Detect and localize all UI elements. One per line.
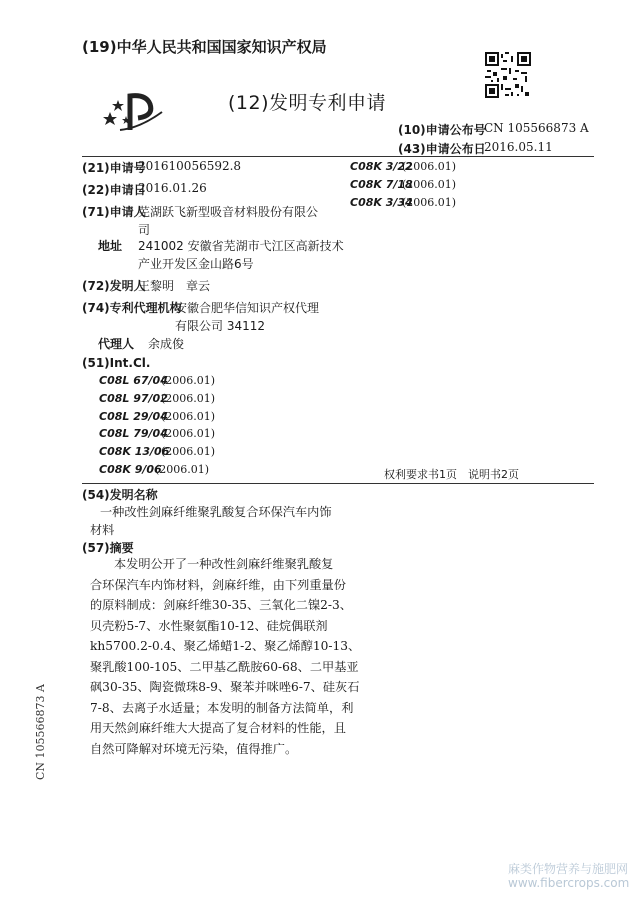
ipc-item: C08K 3/34(2006.01) [350,195,457,209]
abstract-line: 合环保汽车内饰材料，剑麻纤维，由下列重量份 [90,577,346,592]
agency-line-2: 有限公司 34112 [175,319,265,333]
abstract-line: kh5700.2-0.4、聚乙烯蜡1-2、聚乙烯醇10-13、 [90,639,361,653]
ipc-item: C08K 3/22(2006.01) [350,160,457,173]
body-divider [82,483,594,484]
publication-number: CN 105566873 A [484,121,589,135]
inventor-label: (72)发明人 [82,279,146,293]
ipc-list-right [350,158,456,211]
agent: 余成俊 [148,337,185,351]
side-publication-number: CN 105566873 A [34,684,47,780]
office-name: (19)中华人民共和国国家知识产权局 [82,38,327,56]
patent-office-logo-icon [100,82,164,134]
application-date: 2016.01.26 [138,181,207,195]
ipc-item: C08L 97/02(2006.01) [99,391,216,405]
applicant-label: (71)申请人 [82,205,146,219]
application-number-label: (21)申请号 [82,161,146,175]
applicant-line-2: 司 [138,223,151,237]
ipc-item: C08K 7/18(2006.01) [350,177,457,191]
invention-title-label: (54)发明名称 [82,488,158,502]
invention-title-line-1: 一种改性剑麻纤维聚乳酸复合环保汽车内饰 [100,505,332,519]
agency-line-1: 安徽合肥华信知识产权代理 [175,301,320,315]
invention-title-line-2: 材料 [90,523,115,537]
ipc-list-left [99,372,215,479]
qr-code-icon [485,52,531,98]
site-watermark: 麻类作物营养与施肥网 www.fibercrops.com [508,862,630,890]
ipc-item: C08K 9/06(2006.01) [99,462,210,476]
ipc-label: (51)Int.Cl. [82,356,151,370]
abstract-line: 7-8、去离子水适量；本发明的制备方法简单，利 [90,700,354,715]
publication-number-label: (10)申请公布号 [398,123,486,137]
agency-label: (74)专利代理机构 [82,301,182,315]
abstract-line: 自然可降解对环境无污染，值得推广。 [90,741,298,756]
abstract-line: 本发明公开了一种改性剑麻纤维聚乳酸复 [114,557,334,571]
address-line-1: 241002 安徽省芜湖市弋江区高新技术 [138,239,344,253]
abstract-label: (57)摘要 [82,541,134,555]
inventors: 王黎明 章云 [138,279,211,293]
document-type: (12)发明专利申请 [228,92,387,114]
application-number: 201610056592.8 [138,159,242,173]
application-date-label: (22)申请日 [82,183,146,197]
abstract-line: 聚乳酸100-105、二甲基乙酰胺60-68、二甲基亚 [90,659,359,674]
applicant-line-1: 芜湖跃飞新型吸音材料股份有限公 [138,205,319,219]
abstract-line: 用天然剑麻纤维大大提高了复合材料的性能，且 [90,721,346,735]
page-counts: 权利要求书1页 说明书2页 [384,468,519,481]
ipc-item: C08L 79/04(2006.01) [99,427,216,441]
agent-label: 代理人 [98,337,135,351]
ipc-item: C08K 13/06(2006.01) [99,445,216,459]
abstract-line: 贝壳粉5-7、水性聚氨酯10-12、硅烷偶联剂 [90,618,328,633]
abstract-body [90,554,590,759]
address-line-2: 产业开发区金山路6号 [138,257,254,271]
publication-date-label: (43)申请公布日 [398,142,486,156]
header-divider [82,156,594,157]
abstract-line: 砜30-35、陶瓷微珠8-9、聚苯并咪唑6-7、硅灰石 [90,680,360,694]
address-label: 地址 [98,239,123,253]
publication-date: 2016.05.11 [484,140,553,154]
ipc-item: C08L 29/04(2006.01) [99,409,216,423]
abstract-line: 的原料制成：剑麻纤维30-35、三氧化二镍2-3、 [90,598,352,612]
ipc-item: C08L 67/04(2006.01) [99,374,216,387]
